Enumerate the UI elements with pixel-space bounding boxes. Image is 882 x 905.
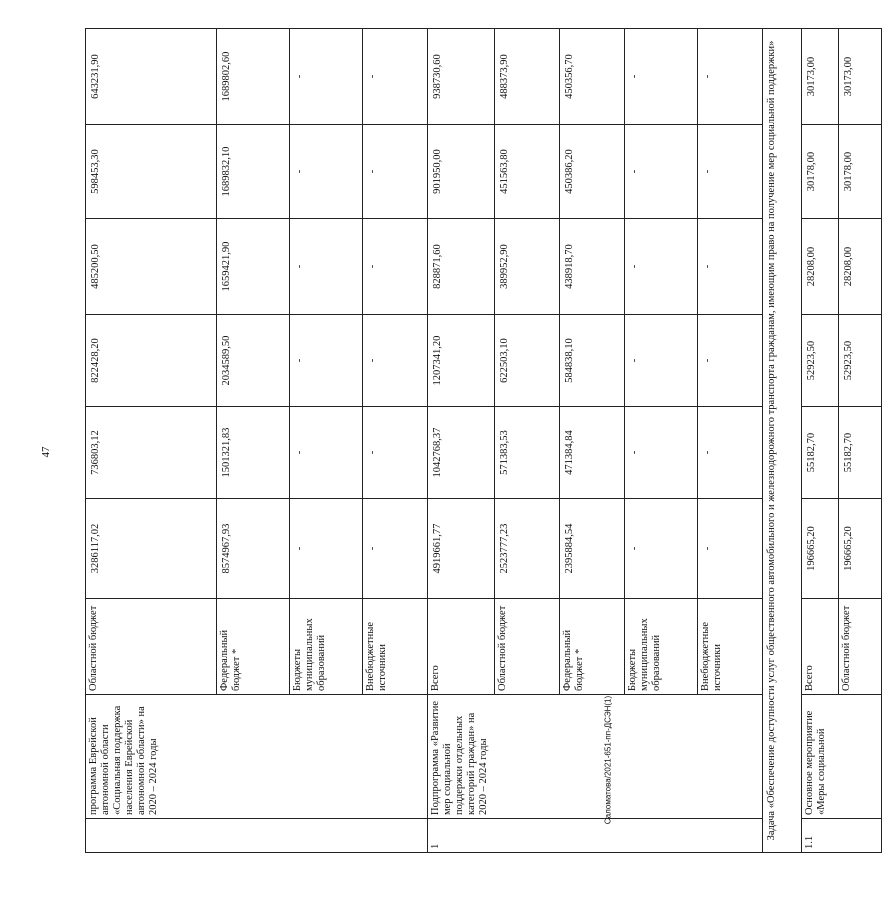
value-cell: 643231,90 [86, 29, 217, 125]
value-cell: - [290, 499, 363, 599]
value-cell: 571383,53 [495, 407, 560, 499]
value-cell: 389952,90 [495, 219, 560, 315]
value-cell: 1501321,83 [217, 407, 290, 499]
value-cell: - [363, 219, 428, 315]
value-cell: 901950,00 [428, 125, 495, 219]
value-cell: - [363, 125, 428, 219]
page-number: 47 [40, 446, 52, 458]
value-cell: 2034589,50 [217, 315, 290, 407]
value-cell: - [625, 219, 698, 315]
fund-source-cell: Бюджеты муниципальных образований [625, 599, 698, 695]
value-cell: 196665,20 [802, 499, 839, 599]
value-cell: 822428,20 [86, 315, 217, 407]
value-cell: 450356,70 [560, 29, 625, 125]
value-cell: 488373,90 [495, 29, 560, 125]
fund-source-cell: Внебюджетные источники [363, 599, 428, 695]
value-cell: 8574967,93 [217, 499, 290, 599]
value-cell: - [363, 499, 428, 599]
value-cell: 598453,30 [86, 125, 217, 219]
value-cell: - [698, 219, 763, 315]
document-footer: Саломатова/2021-651-пп-ДСЭН(1) [603, 695, 613, 825]
value-cell: 471384,84 [560, 407, 625, 499]
value-cell: - [625, 407, 698, 499]
activity-name-cell: Основное мероприятие «Меры социальной [802, 695, 882, 819]
index-cell: 1 [428, 819, 763, 853]
value-cell: 30173,00 [802, 29, 839, 125]
value-cell: - [698, 407, 763, 499]
value-cell: 2523777,23 [495, 499, 560, 599]
value-cell: 30178,00 [839, 125, 882, 219]
value-cell: - [698, 125, 763, 219]
value-cell: 1659421,90 [217, 219, 290, 315]
value-cell: 28208,00 [839, 219, 882, 315]
fund-source-cell: Внебюджетные источники [698, 599, 763, 695]
value-cell: 584838,10 [560, 315, 625, 407]
fund-source-cell: Федеральный бюджет * [217, 599, 290, 695]
value-cell: - [625, 499, 698, 599]
value-cell: - [625, 29, 698, 125]
value-cell: 485200,50 [86, 219, 217, 315]
value-cell: 1207341,20 [428, 315, 495, 407]
value-cell: - [625, 125, 698, 219]
fund-source-cell: Областной бюджет [86, 599, 217, 695]
value-cell: 938730,60 [428, 29, 495, 125]
value-cell: 28208,00 [802, 219, 839, 315]
table-row [86, 29, 217, 853]
value-cell: 450386,20 [560, 125, 625, 219]
value-cell: 1689802,60 [217, 29, 290, 125]
index-cell: 1.1 [802, 819, 882, 853]
table-row [763, 29, 802, 853]
value-cell: 55182,70 [802, 407, 839, 499]
value-cell: - [363, 315, 428, 407]
value-cell: 828871,60 [428, 219, 495, 315]
value-cell: - [290, 315, 363, 407]
subprogram-name-cell: Подпрограмма «Развитие мер социальной поддержки отдельных категорий граждан» на 2020 – 2024 годы [428, 695, 763, 819]
budget-table [85, 28, 882, 853]
value-cell: 1042768,37 [428, 407, 495, 499]
value-cell: - [625, 315, 698, 407]
value-cell: 4919661,77 [428, 499, 495, 599]
fund-source-cell: Всего [802, 599, 839, 695]
value-cell: 451563,80 [495, 125, 560, 219]
value-cell: 622503,10 [495, 315, 560, 407]
value-cell: 438918,70 [560, 219, 625, 315]
value-cell: - [290, 125, 363, 219]
value-cell: - [698, 315, 763, 407]
value-cell: 3286117,02 [86, 499, 217, 599]
value-cell: 30173,00 [839, 29, 882, 125]
value-cell: 1689832,10 [217, 125, 290, 219]
value-cell: - [290, 29, 363, 125]
value-cell: 196665,20 [839, 499, 882, 599]
table-row [802, 29, 839, 853]
value-cell: - [290, 219, 363, 315]
value-cell: 55182,70 [839, 407, 882, 499]
value-cell: - [363, 407, 428, 499]
fund-source-cell: Бюджеты муниципальных образований [290, 599, 363, 695]
fund-source-cell: Областной бюджет [495, 599, 560, 695]
value-cell: - [698, 29, 763, 125]
value-cell: 30178,00 [802, 125, 839, 219]
value-cell: - [698, 499, 763, 599]
value-cell: - [363, 29, 428, 125]
index-cell [86, 819, 428, 853]
fund-source-cell: Федеральный бюджет * [560, 599, 625, 695]
value-cell: 52923,50 [839, 315, 882, 407]
task-heading: Задача «Обеспечение доступности услуг общественного автомобильного и железнодорожного транспорта гражданам, имеющим право на получение мер социальной поддержки» [763, 29, 802, 853]
fund-source-cell: Областной бюджет [839, 599, 882, 695]
value-cell: 2395884,54 [560, 499, 625, 599]
table-row [428, 29, 495, 853]
fund-source-cell: Всего [428, 599, 495, 695]
value-cell: - [290, 407, 363, 499]
value-cell: 736803,12 [86, 407, 217, 499]
value-cell: 52923,50 [802, 315, 839, 407]
program-name-cell: программа Еврейской автономной области «Социальная поддержка населения Еврейской автономной области» на 2020 – 2024 годы [86, 695, 428, 819]
